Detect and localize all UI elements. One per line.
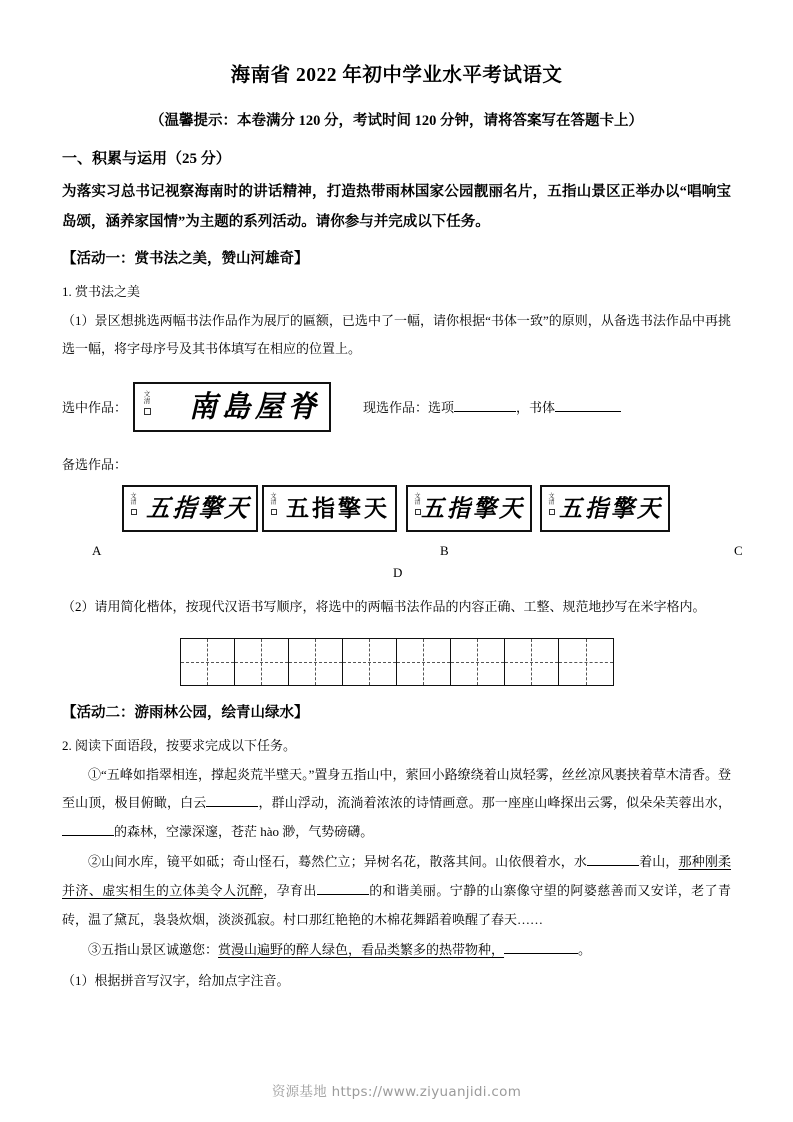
- selected-artwork-frame: [133, 382, 331, 432]
- passage-3-blank[interactable]: [504, 953, 578, 954]
- seal-text: 文清: [130, 493, 137, 507]
- option-label-c: C: [734, 542, 743, 558]
- seal-icon: [142, 392, 152, 415]
- option-label-a: A: [92, 542, 102, 558]
- option-artwork-d[interactable]: [540, 485, 670, 532]
- seal-square-icon: [131, 509, 137, 515]
- option-a-chars: 五指擎天: [145, 493, 253, 523]
- question-1-2-text: （2）请用简化楷体，按现代汉语书写顺序，将选中的两幅书法作品的内容正确、工整、规范地抄写在米字格内。: [62, 598, 706, 614]
- option-label-d: D: [393, 564, 403, 580]
- seal-icon: [547, 494, 556, 515]
- passage-3-underlined-clause: 赏漫山遍野的醉人绿色，看品类繁多的热带物种，: [218, 942, 505, 958]
- question-1-1-text: （1）景区想挑选两幅书法作品作为展厅的匾额，已选中了一幅，请你根据“书体一致”的原则，从备选书法作品中再挑选一幅，将字母序号及其书体填写在相应的位置上。: [62, 312, 731, 357]
- grid-cell[interactable]: [343, 639, 397, 685]
- passage-3-part-b: 。: [578, 942, 592, 958]
- seal-square-icon: [271, 509, 277, 515]
- selected-artwork-row: [62, 382, 731, 432]
- seal-text: 文清: [548, 493, 555, 507]
- section-heading-one: 一、积累与运用（25 分）: [62, 150, 231, 167]
- seal-square-icon: [549, 509, 555, 515]
- passage-paragraph-2: [62, 848, 731, 934]
- script-style-answer-blank[interactable]: [555, 411, 621, 412]
- selected-artwork-chars: 南島屋脊: [189, 388, 322, 424]
- selected-artwork-label: 选中作品：: [62, 400, 128, 416]
- passage-1-blank-1[interactable]: [206, 806, 258, 807]
- passage-1-part-b: ，群山浮动，流淌着浓浓的诗情画意。那一座座山峰探出云雾，似朵朵芙蓉出水，: [258, 795, 731, 811]
- question-2-1-text: （1）根据拼音写汉字，给加点字注音。: [62, 972, 290, 988]
- passage-2-part-d: 的和谐美丽。宁静的山寨像守望的阿婆慈善而又安详，老了青砖，温了黛瓦，袅袅炊烟，淡淡孤寂。村口那红艳艳的木棉花舞蹈着唤醒了春天……: [62, 883, 731, 927]
- activity-two-heading: 【活动二：游雨林公园，绘青山绿水】: [62, 704, 309, 721]
- passage-2-part-b: 着山，: [639, 854, 679, 870]
- seal-text: 文清: [270, 493, 277, 507]
- exam-notice: （温馨提示：本卷满分 120 分，考试时间 120 分钟，请将答案写在答题卡上）: [150, 113, 643, 130]
- writing-grid[interactable]: [180, 638, 614, 686]
- alternatives-label: 备选作品：: [62, 456, 128, 472]
- now-pick-prefix: 现选作品：选项: [363, 400, 455, 416]
- document-body: [62, 148, 743, 996]
- now-pick-fields: [363, 397, 621, 416]
- passage-1-blank-2[interactable]: [62, 835, 114, 836]
- watermark: 资源基地 https://www.ziyuanjidi.com: [271, 1084, 522, 1100]
- grid-cell[interactable]: [235, 639, 289, 685]
- now-pick-middle: ，书体: [516, 400, 556, 416]
- passage-1-part-c: 的森林，空濛深邃，苍茫 hào 渺，气势磅礴。: [114, 823, 374, 839]
- writing-grid-wrap: [62, 638, 731, 686]
- passage-2-part-a: ②山间水库，镜平如砥；奇山怪石，蓦然伫立；异树名花，散落其间。山依偎着水，水: [88, 854, 588, 870]
- question-2-label: 2. 阅读下面语段，按要求完成以下任务。: [62, 737, 297, 753]
- intro-paragraph: 为落实习总书记视察海南时的讲话精神，打造热带雨林国家公园靓丽名片，五指山景区正举办以“唱响宝岛颂，涵养家国情”为主题的系列活动。请你参与并完成以下任务。: [62, 184, 731, 230]
- seal-square-icon: [144, 408, 151, 415]
- seal-text: 文清: [414, 493, 421, 507]
- option-answer-blank[interactable]: [454, 411, 516, 412]
- grid-cell[interactable]: [181, 639, 235, 685]
- option-artworks-row: [62, 485, 731, 537]
- passage-3-part-a: ③五指山景区诚邀您：: [88, 942, 219, 958]
- grid-cell[interactable]: [289, 639, 343, 685]
- grid-cell[interactable]: [451, 639, 505, 685]
- seal-square-icon: [415, 509, 421, 515]
- grid-cell[interactable]: [559, 639, 613, 685]
- passage-2-blank-2[interactable]: [317, 894, 369, 895]
- seal-icon: [129, 494, 138, 515]
- seal-text: 文清: [143, 390, 151, 405]
- grid-cell[interactable]: [397, 639, 451, 685]
- option-c-chars: 五指擎天: [421, 494, 525, 523]
- option-labels-row-2: [62, 565, 731, 587]
- passage-2-part-c: ，孕育出: [263, 883, 317, 899]
- option-d-chars: 五指擎天: [559, 494, 663, 523]
- question-1-label: 1. 赏书法之美: [62, 283, 141, 299]
- activity-one-heading: 【活动一：赏书法之美，赞山河雄奇】: [62, 250, 309, 267]
- option-artwork-c[interactable]: [406, 485, 532, 532]
- seal-icon: [269, 494, 278, 515]
- passage-paragraph-3: [62, 936, 731, 965]
- grid-cell[interactable]: [505, 639, 559, 685]
- option-b-chars: 五指擎天: [286, 494, 390, 522]
- passage-1-part-a: ①“五峰如指翠相连，撑起炎荒半壁天。”置身五指山中，萦回小路缭绕着山岚轻雾，丝丝凉风裹挟着草木清香。登至山顶，极目俯瞰，白云: [62, 766, 731, 811]
- option-artwork-a[interactable]: [122, 485, 258, 532]
- option-labels-row-1: [62, 542, 743, 565]
- option-artwork-b[interactable]: [262, 485, 397, 532]
- passage-2-blank-1[interactable]: [587, 865, 639, 866]
- option-label-b: B: [440, 542, 449, 558]
- passage-paragraph-1: [62, 761, 731, 847]
- page-title: 海南省 2022 年初中学业水平考试语文: [230, 65, 563, 86]
- passage-2-underlined-clause: 那种刚柔并济、虚实相生的立体美令人沉醉: [62, 854, 731, 899]
